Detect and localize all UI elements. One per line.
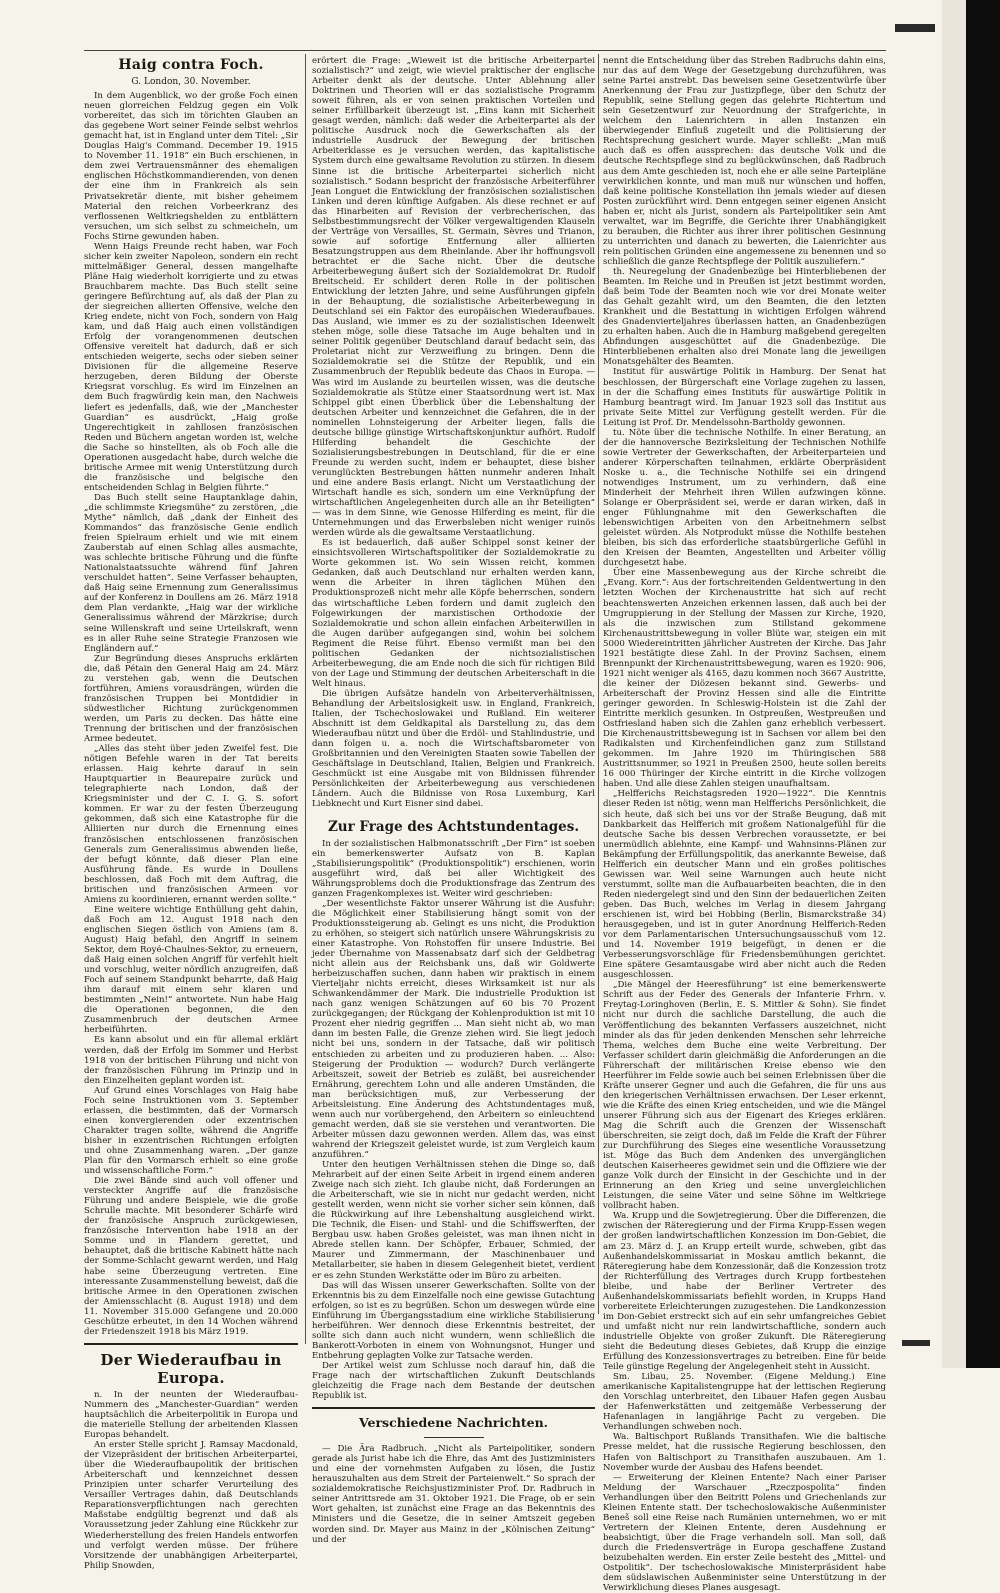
paragraph: „Die Mängel der Heeresführung“ ist eine bemerkenswerte Schrift aus der Feder des Generals der Infanterie Frhrn. v. Freytag-Loringhoven (Berlin, E. S. Mittler & Sohn). Sie findet nicht nur durch die sachliche Darstellung, die auch die Veröffentlichung des bekannten Verfassers auszeichnet, nicht minder als das für jeden denkenden Menschen sehr lehrreiche Thema, welches dem Buche eine weite Verbreitung. Der Verfasser schildert darin gleichmäßig die Anforderungen an die Führerschaft der militärischen Kreise ebenso wie den Heerführer im Felde sowie auch bei seinen Erlebnissen über die Kräfte unserer Gegner und auch die Gefahren, die für uns aus den kriegerischen Verhältnissen erwachsen. Der Leser erkennt, wie die Kräfte des einen Krieg entscheiden, und wie die Mängel unserer Führung sich aus der Eigenart des Krieges erklären. Mag die Schrift auch die Grenzen der Wissenschaft überschreiten, sie zeigt doch, daß im Felde die Kraft der Führer zur Durchführung des Sieges eine wesentliche Voraussetzung ist. Möge das Buch dem Andenken des unvergänglichen deutschen Kaiserheeres gewidmet sein und die Offiziere wie der ganze Volk durch der Einsicht in der Geschichte und in der Erinnerung an den Krieg und seine unvergleichlichen Leistungen, die seine Väter und seine Söhne im Weltkriege vollbracht haben. [603,980,886,1212]
article-title-nachrichten: Verschiedene Nachrichten. [358,1415,549,1431]
paragraph: Es ist bedauerlich, daß außer Schippel sonst keiner der einsichtsvolleren Wirtschaftspolitiker der Sozialdemokratie zu Worte gekommen ist. Wo sein Wissen reicht, kommen Gedanken, daß auch Deutschland nur erhalten werden kann, wenn die Arbeiter in ihren täglichen Mühen den Produktionsprozeß nicht mehr alle Köpfe beherrschen, sondern das wirtschaftliche Leben fordern und damit zugleich den Folgewirkungen der marxistischen Orthodoxie der Sozialdemokratie und schon allein einfachen Arbeiterwillen in die Augen darüber aufgegangen sind, wohin bei solchem Regiment die Reise führt. Ebenso vermißt man bei den politischen Gedanken der nichtsozialistischen Arbeiterbewegung, die am Ende noch die sich für richtigen Bild von der Lage und Stimmung der deutschen Arbeiterschaft in die Welt hinaus. [312,538,595,689]
paragraph: Sm. Libau, 25. November. (Eigene Meldung.) Eine amerikanische Kapitalistengruppe hat der lettischen Regierung den Vorschlag unterbreitet, den Libauer Hafen gegen Ausbau der Hafenwerkstätten und zeitgemäße Verbesserung der Hafenanlagen in langjährige Pacht zu vergeben. Die Verhandlungen schweben noch. [603,1372,886,1433]
paragraph: nennt die Entscheidung über das Streben Radbruchs dahin eins, nur das auf dem Wege der Gesetzgebung durchzuführen, was seine Partei anstrebt. Das beweisen seine Gesetzentwürfe über Anerkennung der Frau zur Justizpflege, über den Schutz der Republik, seine Stellung gegen das gelehrte Richtertum und sein Gesetzentwurf zur Neuordnung der Strafgerichte, in welchem den Laienrichtern in allen Instanzen ein überwiegender Einfluß zugeteilt und die Politisierung der Rechtsprechung gesichert wurde. Mayer schließt: „Man muß auch daß es offen aussprechen: das deutsche Volk und die deutsche Rechtspflege sind zu beglückwünschen, daß Radbruch aus dem Amte geschieden ist, noch ehe er alle seine Parteipläne verwirklichen konnte, und man muß nur wünschen und hoffen, daß keine politische Konstellation ihn jemals wieder auf diesen Posten zurückführt wird. Denn entgegen seiner eigenen Ansicht haben er, nicht als Jurist, sondern als Parteipolitiker sein Amt verwaltet, war im Begriffe, die Gerichte ihrer Unabhängigkeit zu berauben, die Richter aus ihrer ihrer politischen Gesinnung zu unterrichten und danach zu bewerten, die Laienrichter aus rein politischen Gründen eine angemessene zu benennen und so schließlich die ganze Rechtspflege der Politik auszuliefern.“ [603,56,886,267]
paragraph: Die zwei Bände sind auch voll offener und versteckter Angriffe auf die französische Führung und andere Beispiele, wie die große Schrulle machte. Mit besonderer Schärfe wird der französische Anspruch zurückgewiesen, französische Intervention habe 1918 an der Somme und in Flandern gerettet, und behauptet, daß die britische Kabinett hätte nach der Somme-Schlacht gewarnt werden, und Haig habe seine Überzeugung vertreten. Eine interessante Zusammenstellung beweist, daß die britische Armee in den Operationen zwischen der Amiensschlacht (8. August 1918) und dem 11. November 315.000 Gefangene und 20.000 Geschütze erbeutet, in den 14 Wochen während der Friedenszeit 1918 bis März 1919. [84,1176,299,1337]
paragraph: „Alles das steht über jeden Zweifel fest. Die nötigen Befehle waren in der Tat bereits erlassen. Haig kehrte darauf in sein Hauptquartier in Beaurepaire zurück und telegraphierte nach London, daß der Kriegsminister und der C. I. G. S. sofort kommen. Er war zu der festen Überzeugung gekommen, daß sich eine Katastrophe für die Alliierten nur durch die Ernennung eines französischen entschlossenen französischen Generals zum Generalissimus abwenden ließe, der befugt könnte, daß dieser Plan eine Ausführung fände. Es wurde in Doullens beschlossen, daß Foch mit dem Auftrag, die britischen und französischen Armeen vor Amiens zu koordinieren, ernannt werden sollte.“ [84,744,298,905]
paragraph: — Die Ära Radbruch. „Nicht als Parteipolitiker, sondern gerade als Jurist habe ich die Ehre, das Amt des Justizministers und eine der vornehmsten Aufgaben zu lösen, die Justiz herauszuhalten aus dem Streit der Parteienwelt.“ So sprach der sozialdemokratische Reichsjustizminister Prof. Dr. Radbruch in seiner Antrittsrede am 31. Oktober 1921. Die Frage, ob er sein Wort gehalten, ist zunächst eine Frage an das Bekenntnis des Ministers und die Gesetze, die in seiner Amtszeit gegeben worden sind. Dr. Mayer aus Mainz in der „Kölnischen Zeitung“ und der [312,1444,595,1545]
column-1 [84,56,299,1571]
paragraph: Die übrigen Aufsätze handeln von Arbeiterverhältnissen, Behandlung der Arbeitslosigkeit usw. in England, Frankreich, Italien, der Tschechoslowakei und Rußland. Ein weiterer Abschnitt ist dem Geldkapital als Darstellung zu, das dem Wiederaufbau nützt und über die Erdöl- und Stahlindustrie, und dann folgen u. a. noch die Wirtschaftsbarometer von Großbritannien und den Vereinigten Staaten sowie Tabellen der Geschäftslage in Deutschland, Italien, Belgien und Frankreich. Geschmückt ist eine Ausgabe mit von Bildnissen führender Persönlichkeiten der Arbeiterbewegung aus verschiedenen Ländern. Auch die Bildnisse von Rosa Luxemburg, Karl Liebknecht und Kurt Eisner sind dabei. [312,688,595,810]
print-mark [902,1340,930,1346]
paragraph: Auf Grund eines Vorschlages von Haig habe Foch seine Instruktionen vom 3. September erlassen, die bestimmten, daß der Vormarsch einen konvergierenden oder exzentrischen Charakter tragen sollte, während die Angriffe bisher in exzentrischen Richtungen erfolgten und ohne Zusammenhang waren. „Der ganze Plan für den Vormarsch erhielt so eine große und wissenschaftliche Form.“ [84,1085,298,1177]
article-title-haig: Haig contra Foch. [118,57,264,73]
paragraph: tu. Nöte über die technische Nothilfe. In einer Beratung, an der die hannoversche Bezirksleitung der Technischen Nothilfe sowie Vertreter der Gewerkschaften, der Arbeiterparteien und anderer Körperschaften teilnahmen, erklärte Oberpräsident Noske u. a., die Technische Nothilfe sei ein dringend notwendiges Instrument, um zu verhindern, daß eine Minderheit der Mehrheit ihren Willen aufzwingen könne. Solange er Oberpräsident sei, werde er daran wirken, daß in enger Fühlungnahme mit den Gewerkschaften die lebenswichtigen Arbeiten von den Arbeitnehmern selbst geleistet würden. Als Notprodukt müsse die Nothilfe bestehen bleiben, bis sich das erforderliche staatsbürgerliche Gefühl in den Kreisen der Beamten, Angestellten und Arbeiter völlig durchgesetzt habe. [603,427,886,569]
dateline: G. London, 30. November. [131,77,251,87]
paragraph: In der sozialistischen Halbmonatsschrift „Der Firn“ ist soeben ein bemerkenswerter Aufsatz von B. Kaplan „Stabilisierungspolitik“ (Produktionspolitik“) erschienen, worin ausgeführt wird, daß bei aller Wichtigkeit des Währungsproblems doch die Produktionsfrage das Zentrum des ganzen Fragenkomplexes ist. Weiter wird geschrieben: [312,838,595,899]
column-2 [312,56,595,1545]
print-mark [895,24,935,32]
paragraph: „Helfferichs Reichstagsreden 1920—1922“. Die Kenntnis dieser Reden ist nötig, wenn man Helfferichs Persönlichkeit, die sich heute, daß sich bei uns vor der Straße Beugung, daß mit Dankbarkeit das Helfferich mit großem Nationalgefühl für die deutsche Sache bis dessen Verbrechen voraussetzte, er bei unermüdlich ablehnte, eine Kampf- und Wahnsinns-Plänen zur Bekämpfung der Erfüllungspolitik, das anerkannte Beweise, daß Helfferich ein deutscher Mann und ein großes politisches Gewissen war. Weil seine Warnungen auch heute nicht verstummt, sollte man die Aufbauarbeiten beachten, die in den Reden niedergelegt sind und den Sinn der bedauerlichen Zeiten geben. Das Buch, welches im Verlag in diesem Jahrgang erschienen ist, wird bei Hobbing (Berlin, Bismarckstraße 34) herausgegeben, und ist in guter Anordnung Helfferich-Reden vor dem Parlamentarischen Untersuchungsausschuß vom 12. und 14. November 1919 beigefügt, in denen er die Verbesserungsvorschläge für Friedensbemühungen gerichtet. Eine spätere Gesamtausgabe wird aber nicht auch die Reden ausgeschlossen. [603,789,886,981]
paragraph: Der Artikel weist zum Schlusse noch darauf hin, daß die Frage nach der wirtschaftlichen Zukunft Deutschlands gleichzeitig die Frage nach dem Bestande der deutschen Republik ist. [312,1360,595,1402]
paragraph: Über eine Massenbewegung aus der Kirche schreibt die „Evang. Korr.“: Aus der fortschreitenden Geldentwertung in den letzten Wochen der Kirchenaustritte hat sich auf recht beachtenswerten Anzeichen erkennen lassen, daß auch bei der Umgruppierung in der Stellung der Massen zur Kirche, 1920, als die inzwischen zum Stillstand gekommene Kirchenaustrittsbewegung in voller Blüte war, steigen ein mit 5000 Wiedereintritten jährlicher Austreten der Kirche. Das Jahr 1921 bestätigte diese Zahl. In der Provinz Sachsen, einem Brennpunkt der Kirchenaustrittsbewegung, waren es 1920: 906, 1921 nicht weniger als 4165, dazu kommen noch 3667 Austritte, die keiner der Diözesen bekannt sind. Gewerbs- und Arbeiterschaft der Provinz Hessen sind alle die Eintritte geringer geworden. In Schleswig-Holstein ist die Zahl der Eintritte merklich gesunken. In Ostpreußen, Westpreußen und Ostfriesland haben sich die Zahlen ganz erheblich verbessert. Die Kirchenaustrittsbewegung ist in Sachsen vor allem bei den Radikalsten und Kirchenfeindlichen ganz zum Stillstand gekommen. Im Jahre 1920 im Thüringischen 588 Austrittsnummer, so 1921 in Preußen 2500, heute sollen bereits 16 000 Thüringer der Kirche eintritt in die Kirche vollzogen haben. Und alle diese Zahlen steigen unaufhaltsam. [603,568,886,790]
paragraph: Wa. Krupp und die Sowjetregierung. Über die Differenzen, die zwischen der Räteregierung und der Firma Krupp-Essen wegen der großen landwirtschaftlichen Konzession im Don-Gebiet, die am 23. März d. J. an Krupp erteilt wurde, schweben, gibt das Außenhandelskommissariat in Moskau amtlich bekannt, die Räteregierung habe dem Konzessionär, daß die Konzession trotz der Richterfüllung des Vertrages durch Krupp fortbestehen bleibe, und habe der Berliner Vertreter des Außenhandelskommissariats befiehlt worden, in Krupps Hand vorbereitete Erleichterungen zuzugestehen. Die Landkonzession im Don-Gebiet erstreckt sich auf ein sehr umfangreiches Gebiet und umfaßt nicht nur rein landwirtschaftliche, sondern auch industrielle Objekte von großer Zukunft. Die Räteregierung sieht die Bedeutung dieses Gebietes, daß Krupp die einzige Erfüllung des Konzessionsvertrages zu betreiben. Eine für beide Teile günstige Regelung der Angelegenheit steht in Aussicht. [603,1211,886,1373]
page-edge [942,0,966,1368]
paragraph: „Der wesentlichste Faktor unserer Währung ist die Ausfuhr: die Möglichkeit einer Stabilisierung hängt somit von der Produktionssteigerung ab. Gelingt es uns nicht, die Produktion zu erhöhen, so steigert sich natürlich unsere Währungskrisis zu einer Katastrophe. Von Rohstoffen für unsere Industrie. Bei jeder Übernahme von Massenabsatz darf sich der Geldbetrag nicht allein aus der Reichsbank uns, daß wir Goldwerte herbeizuschaffen suchen, dann haben wir praktisch in einem Vierteljahr nichts erreicht, dieses Wirksamkeit ist nur als Schwankendämmer der Mark. Die industrielle Produktion ist nach ganz wenigen Schätzungen auf 60 bis 70 Prozent zurückgegangen; der Rückgang der Kohlenproduktion ist mit 10 Prozent eher niedrig gegriffen ... Man sieht nicht ab, wo man dann im besten Falle, die Grenze ziehen wird. Sie liegt jedoch nicht bei uns, sondern in der Tatsache, daß wir politisch entschieden zu arbeiten und zu produzieren haben. ... Also: Steigerung der Produktion — wodurch? Durch verlängerte Arbeitszeit, soweit der Betrieb es zuläßt, bei ausreichender Ernährung, gerechtem Lohn und alle anderen Umständen, die man berücksichtigen muß, zur Verbesserung der Arbeitsleistung. Eine Änderung des Achtstundentages muß, wenn auch nur vorübergehend, den Arbeitern so einleuchtend gemacht werden, daß sie sie verstehen und verantworten. Die Arbeiter müssen dazu gewonnen werden. Allem das, was einst wahrend der Kriegszeit geleistet wurde, ist zum Vergleich kaum anzuführen.“ [312,898,595,1160]
paragraph: Eine weitere wichtige Enthüllung geht dahin, daß Foch am 12. August 1918 nach den englischen Siegen östlich von Amiens (am 8. August) Haig befahl, den Angriff in seinem Sektor, dem Royé-Chaulnes-Sektor, zu erneuern, daß Haig einen solchen Angriff für verfehlt hielt und vorschlug, weiter nördlich anzugreifen, daß Foch auf seinem Standpunkt beharrte, daß Haig ihm darauf mit einem sehr klaren und bestimmten „Nein!“ antwortete. Nun habe Haig die Operationen begonnen, die den Zusammenbruch der deutschen Armee herbeiführten. [84,904,298,1036]
short-rule [424,1437,484,1438]
paragraph: Das Buch stellt seine Hauptanklage dahin, „die schlimmste Kriegsmühe“ zu zerstören, „die Mythe“ nämlich, daß „dank der Einheit des Kommandos“ das französische Genie endlich freien Spielraum erhielt und wie mit einem Zauberstab auf einen Schlag alles ausmachte, was schlechte britische Führung und die fünfte Nationalstaatssuchte während fünf Jahren verschuldet hatten“. Seine Verfasser behaupten, daß Haig seine Ernennung zum Generalissimus auf der Konferenz in Doullens am 26. März 1918 dem Plan verdankte, „Haig war der wirkliche Generalissimus während der Märzkrise; durch seine Willenskraft und seine Urteilskraft, wenn es in aller Ruhe seine Strategie Franzosen wie Engländern auf.“ [84,492,298,654]
paragraph: Wa. Baltischport Rußlands Transithafen. Wie die baltische Presse meldet, hat die russische Regierung beschlossen, den Hafen von Baltischport zu Transithafen auszubauen. Am 1. November wurde der Ausbau des Hafens beendet. [603,1432,886,1473]
paragraph: Unter den heutigen Verhältnissen stehen die Dinge so, daß Mehrarbeit auf der einen Seite Arbeit in irgend einem anderen Zweige nach sich zieht. Ich glaube nicht, daß Forderungen an die Arbeiterschaft, wie sie in nicht nur gedacht werden, nicht gestellt werden, wenn nicht sie vorher sicher sein können, daß die Rückwirkung auf ihre Lebenshaltung ausgleichend wirkt. Die Technik, die Eisen- und Stahl- und die Schiffswerften, der Bergbau usw. haben Großes geleistet, was man ihnen nicht in Abrede stellen kann. Der Schöpfer, Erbauer, Schmied, der Maurer und Zimmermann, der Maschinenbauer und Metallarbeiter, sie haben in diesem Gelegenheit bietet, verdient er es zehn Stunden Werkstätte oder im Büro zu arbeiten. [312,1160,595,1281]
paragraph: n. In der neunten der Wiederaufbau-Nummern des „Manchester-Guardian“ werden hauptsächlich die Arbeiterpolitik in Europa und die materielle Stellung der arbeitenden Klassen Europas behandelt. [84,1389,298,1441]
column-3 [603,56,886,1593]
top-rule [84,50,886,51]
scan-border [966,0,1000,1368]
paragraph: An erster Stelle spricht J. Ramsay Macdonald, der Vizepräsident der britischen Arbeiterpartei, über die Wiederaufbaupolitik der britischen Arbeiterschaft und kennzeichnet dessen Prinzipien unter scharfer Verurteilung des Versailler Vertrages dahin, daß Deutschlands Reparationsverpflichtungen nach gerechten Maßstabe endgültig begrenzt und daß als Voraussetzung jeder Zahlung eine Rückkehr zur Wiederherstellung des freien Handels entworfen und verfolgt werden müsse. Der frühere Vorsitzende der unabhängigen Arbeiterpartei, Philip Snowden, [84,1440,298,1571]
paragraph: Institut für auswärtige Politik in Hamburg. Der Senat hat beschlossen, der Bürgerschaft eine Vorlage zugehen zu lassen, in der die Schaffung eines Instituts für auswärtige Politik in Hamburg beantragt wird. Im Januar 1923 soll das Institut aus private Seite Mittel zur Verfügung gestellt werden. Für die Leitung ist Prof. Dr. Mendelssohn-Bartholdy gewonnen. [603,367,886,428]
paragraph: In dem Augenblick, wo der große Foch einen neuen glorreichen Feldzug gegen ein Volk vorbereitet, das sich im törichten Glauben an das gegebene Wort seiner Feinde selbst wehrlos gemacht hat, ist in England unter dem Titel: „Sir Douglas Haig's Command. December 19. 1915 to November 11. 1918“ ein Buch erschienen, in dem zwei Vertrauensmänner des ehemaligen englischen Höchstkommandierenden, von denen der eine ihm in Frankreich als sein Privatsekretär diente, mit bisher geheimem Material den reichen Vorbeerkranz des verflossenen Weltkriegshelden zu entblättern versuchen, um sich selbst zu schmeicheln, um Fochs Stirne gewunden haben. [84,91,298,242]
column-rule [598,54,599,1314]
paragraph: Das will das Wissen unserer Gewerkschaften. Sollte von der Erkenntnis bis zu dem Einzelfalle noch eine gewisse Gutachtung erfolgen, so ist es zu begrüßen. Schon um deswegen würde eine Einführung im Übergangsstadium eine wirkliche Stabilisierung herbeiführen. Wer dennoch diese Erkenntnis bestreitet, der sollte sich dann auch nicht wundern, wenn schließlich die Bankerott-Vorboten in einem von Wohnungsnot, Hunger und Entbehrung geplagten Volke zur Tatsache werden. [312,1280,595,1361]
paragraph: Zur Begründung dieses Anspruchs erklärten die, daß Pétain den General Haig am 24. März zu verstehen gab, wenn die Deutschen fortführen, Amiens vorausdrängen, würden die französischen Truppen bei Montdidier in südwestlicher Richtung zurückgenommen werden, um Paris zu decken. Das hätte eine Trennung der britischen und der französischen Armee bedeutet. [84,653,298,745]
article-title-achtstundentag: Zur Frage des Achtstundentages. [327,818,580,835]
paragraph: Es kann absolut und ein für allemal erklärt werden, daß der Erfolg im Sommer und Herbst 1918 von der britischen Führung und nicht von der französischen Führung im Prinzip und in den Einzelheiten geplant worden ist. [84,1035,298,1086]
section-divider [312,1407,595,1409]
article-title-wiederaufbau: Der Wiederaufbau in Europa. [100,1350,282,1387]
section-divider [84,1343,298,1345]
paragraph: Wenn Haigs Freunde recht haben, war Foch sicher kein zweiter Napoleon, sondern ein recht mittelmäßiger General, dessen mangelhafte Pläne Haig wiederholt korrigierte und zu etwas Brauchbarem machte. Das Buch stellt seine geringere Befürchtung auf, als daß der Plan zu der siegreichen allierten Offensive, welche den Krieg endete, nicht von Foch, sondern von Haig kam, und daß Haig auch einen vollständigen Erfolg der vorangenommenen deutschen Offensive vereitelt hat dadurch, daß er sich entschieden weigerte, sechs oder sieben seiner Divisionen für die allgemeine Reserve herzugeben, deren Bildung der Oberste Kriegsrat vorschlug. Es wird im Einzelnen an dem Buch fragwürdig kein man, den Nachweis liefert es jedenfalls, daß, wie der „Manchester Guardian“ es ausdrückt, „Haig große Ungerechtigkeit in zahllosen französischen Reden und Büchern angetan worden ist, welche die Sache so hinstellten, als ob Foch alle die Operationen ausgedacht habe, durch welche die britische Armee mit wenig Unterstützung durch die französische und belgische den entscheidenden Schlag in Belgien führte.“ [84,241,298,493]
paragraph: th. Neuregelung der Gnadenbezüge bei Hinterbliebenen der Beamten. Im Reiche und in Preußen ist jetzt bestimmt worden, daß beim Tode der Beamten noch wie vor drei Monate weiter das Gehalt gezahlt wird, um den Beamten, die den letzten Krankheit und die Bestattung in wichtigen Erfolgen während des Gnadenvierteljahres überlassen hatten, an Gnadenbezügen zu erhalten haben. Auch die in Hamburg maßgebend geregelten Abfindungen ausgeschüttet auf die Gnadenbezüge. Die Hinterbliebenen erhalten also drei Monate lang die jeweiligen Monatsgehälter des Beamten. [603,266,886,368]
paragraph: — Erweiterung der Kleinen Entente? Nach einer Pariser Meldung der Warschauer „Rzeczpospolita“ finden Verhandlungen über den Beitritt Polens und Griechenlands zur Kleinen Entente statt. Der tschechoslowakische Außenminister Beneš soll eine Reise nach Rumänien unternehmen, wo er mit Vertretern der Kleinen Entente, deren Ausdehnung er beabsichtigt, über die Frage verhandeln soll. Man soll, daß durch die Friedensverträge in Europa geschaffene Zustand beizubehalten werden. Ein erster Zeile besteht des „Mittel- und Ostpolitik“. Der tschechoslowakische Ministerpräsident habe dem südslawischen Außenminister seine Unterstützung in der Verwirklichung dieses Planes ausgesagt. [603,1472,886,1593]
column-rule [305,54,306,1344]
paragraph: erörtert die Frage: „Wieweit ist die britische Arbeiterpartei sozialistisch?“ und zeigt, wie wieviel praktischer der englische Arbeiter denkt als der deutsche. Unter Ablehnung aller Doktrinen und Theorien will er das sozialistische Programm soweit führen, als er von seinen praktischen Vorteilen und seiner Erfüllbarkeit überzeugt ist. „Eins kann mit Sicherheit gesagt werden, nämlich: daß weder die Arbeiterpartei als der politische Ausdruck noch die Gewerkschaften als der industrielle Ausdruck der Bewegung der britischen Arbeiterklasse es je versuchen werden, das kapitalistische System durch eine gewaltsame Revolution zu stürzen. In diesem Sinne ist die britische Arbeiterpartei sicherlich nicht sozialistisch.“ Sodann bespricht der französische Arbeiterführer Jean Longuet die Entwicklung der französischen sozialistischen Linken und deren künftige Aufgaben. Als diese rechnet er auf das Hinarbeiten auf Revision der verbrecherischen, das Selbstbestimmungsrecht der Völker vergewaltigenden Klauseln der Verträge von Versailles, St. Germain, Sèvres und Trianon, sowie auf sofortige Entfernung aller alliierten Besatzungstruppen aus dem Rheinlande. Aber ihr hoffnungsvoll betrachtet er die Sache nicht. Über die deutsche Arbeiterbewegung äußert sich der Sozialdemokrat Dr. Rudolf Breitscheid. Er schildert deren Rolle in der politischen Entwicklung der letzten Jahre, und seine Ausführungen gipfeln in der Behauptung, die sozialistische Arbeiterbewegung in Deutschland sei ein Faktor des europäischen Wiederaufbaues. Das Ausland, wie immer es zu der sozialistischen Ideenwelt stehen möge, solle diese Tatsache im Auge behalten und in seiner Politik gegenüber Deutschland darauf bedacht sein, das Proletariat nicht zur Verzweiflung zu bringen. Denn die Sozialdemokratie sei die Stütze der Republik, und ein Zusammenbruch der Republik bedeute das Chaos in Europa. — Was wird im Auslande zu beurteilen wissen, was die deutsche Sozialdemokratie als Stütze einer Staatsordnung wert ist. Max Schippel gibt einen Überblick über die Lebenshaltung der deutschen Arbeiter und kennzeichnet die Gefahren, die in der nominellen Lohnsteigerung der Arbeiter liegen, falls die deutsche billige günstige Wirtschaftskonjunktur aufhört. Rudolf Hilferding behandelt die Geschichte der Sozialisierungsbestrebungen in Deutschland, für die er eine Freunde zu werden sucht, indem er behauptet, diese bisher verunglückten Bestrebungen hätten nunmehr anderen Inhalt und eine andere Basis erlangt. Nicht um Verstaatlichung der Wirtschaft handle es sich, sondern um eine Verknüpfung der wirtschaftlichen Angelegenheiten durch alle an ihr Beteiligten“ — was in dem Sinne, wie Genosse Hilferding es meint, für die Unternehmungen und das Erwerbsleben nicht weniger ruinös werden würde als die gewaltsame Verstaatlichung. [312,56,595,539]
